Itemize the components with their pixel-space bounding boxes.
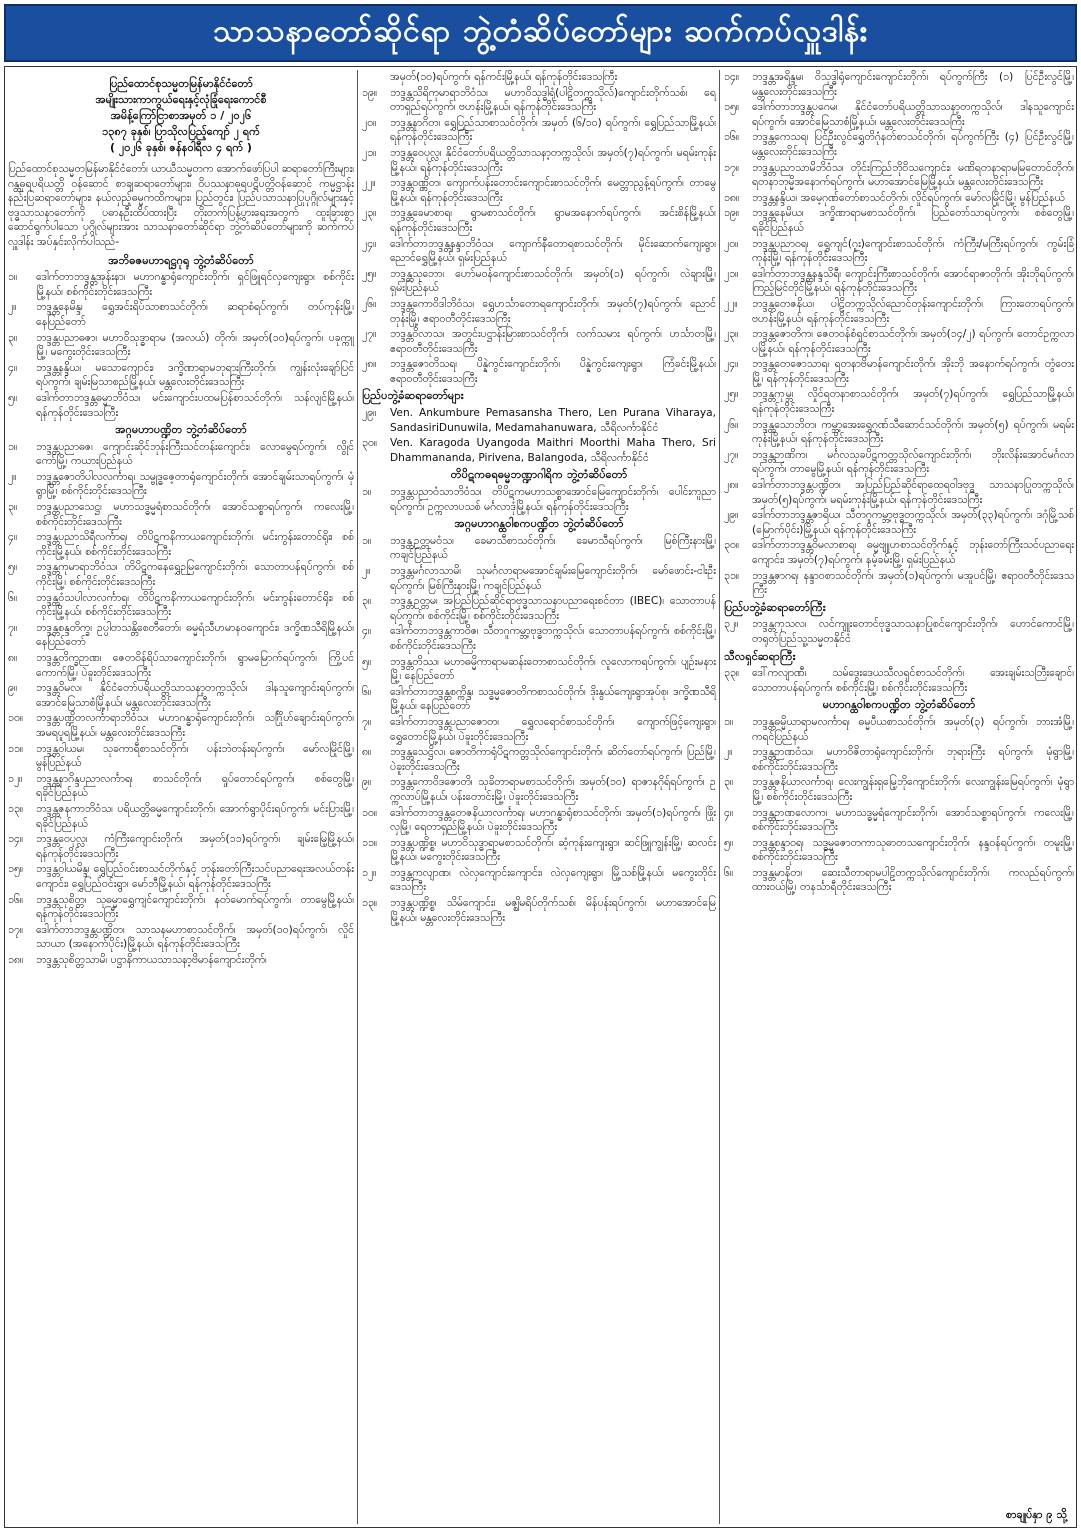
item-text: ဘဒ္ဒန္တပညာသိရီလင်္ကာရ၊ တိပိဋကနိကာယကျောင်းတိုက်၊ မင်းကွန်းတောင်ရိုး၊ စစ်ကိုင်းမြို့နယ်၊ စစ်ကိုင်းတိုင်းဒေသကြီး bbox=[36, 531, 354, 558]
list-item bbox=[724, 866, 1074, 895]
item-text: ဘဒ္ဒန္တဇာဂရ၊ နန္ဒာဝစာသင်တိုက်၊ အမှတ်(၁)ရပ်ကွက်၊ မအူပင်မြို့၊ ဧရာဝတီတိုင်းဒေသကြီး bbox=[752, 569, 1074, 597]
item-number: ၂။ bbox=[362, 565, 371, 577]
list-item bbox=[724, 237, 1074, 266]
list-item bbox=[362, 436, 716, 465]
list-item bbox=[8, 440, 354, 469]
item-number: ၂၆။ bbox=[724, 418, 739, 431]
list-item bbox=[8, 681, 354, 710]
list-item bbox=[362, 406, 716, 435]
item-number: ၁။ bbox=[362, 486, 372, 499]
list-item bbox=[724, 745, 1074, 774]
list-item bbox=[8, 621, 354, 650]
item-text: ဘဒ္ဒန္တခေမာစာရ၊ ရွာမစာသင်တိုက်၊ ရွာမအနောက်ရပ်ကွက်၊ အင်းစိန်မြို့နယ်၊ ရန်ကုန်တိုင်းဒေသကြီး bbox=[390, 207, 716, 234]
list-item bbox=[724, 267, 1074, 296]
item-number: ၂။ bbox=[8, 301, 17, 314]
item-number: ၁၇။ bbox=[8, 923, 24, 936]
item-number: ၃။ bbox=[362, 595, 372, 608]
item-number: ၁၇။ bbox=[724, 161, 740, 174]
item-number: ၁၈။ bbox=[724, 191, 740, 204]
entry-list bbox=[362, 534, 716, 925]
item-text: ဘဒ္ဒန္တနေမိန္ဒ၊ ရွှေအင်းရိပ်သာစာသင်တိုက်၊ ဆရာစံရပ်ကွက်၊ တပ်ကုန်းမြို့၊ နေပြည်တော် bbox=[36, 301, 354, 328]
item-number: ၇။ bbox=[362, 715, 372, 728]
item-text: ဘဒ္ဒန္တသိရိကုမာရာဘိဝံသ၊ မဟာဝိသုဒ္ဓါရုံ(ပါဠိတက္ကသိုလ်)ကျောင်းတိုက်သစ်၊ ရေတာရှည်ရပ်ကွက်၊ ဗဟန်းမြို့နယ်၊ ရန်ကုန်တိုင်းဒေသကြီး bbox=[390, 86, 716, 114]
item-text: ဘဒ္ဒန္တကုမာရာဘိဝံသ၊ တိပိဋကနေရွှေဉမြကျောင်းတိုက်၊ သောတာပန်ရပ်ကွက်၊ စစ်ကိုင်းမြို့၊ စစ်ကိုင်းတိုင်းဒေသကြီး bbox=[36, 561, 354, 589]
item-text: ဒေါက်တာဘဒ္ဒန္တပဏ္ဍိတ၊ သာသနမဟာစာသင်တိုက်၊ အမှတ်(၁၀)ရပ်ကွက်၊ လှိုင်သာယာ (အနောက်ပိုင်း)မြို့နယ်၊ ရန်ကုန်တိုင်းဒေသကြီး bbox=[36, 923, 354, 951]
item-number: ၁၃။ bbox=[8, 802, 24, 815]
item-text: ဘဒ္ဒန္တပဏ္ဍိစ္စ၊ မဟာဝိသုဒ္ဓာရာမစာသင်တိုက်၊ ဆံ့ကုန်းကျေးရွာ၊ ဆင်ဖြူကျွန်းမြို့၊ ဆလင်းမြို့နယ်၊ မကွေးတိုင်းဒေသကြီး bbox=[390, 836, 716, 864]
list-item bbox=[8, 331, 354, 360]
page-banner bbox=[4, 4, 1077, 62]
list-item bbox=[8, 862, 354, 891]
entry-list bbox=[362, 86, 716, 387]
list-item bbox=[362, 534, 716, 563]
item-number: ၁၃။ bbox=[362, 897, 378, 910]
item-text: ဘဒ္ဒန္တတေဇောသာရ၊ ရတနာဗိမာန်ကျောင်းတိုက်၊ အိုးဘို အနောက်ရပ်ကွက်၊ တွံတေးမြို့၊ ရန်ကုန်တိုင်းဒေသကြီး bbox=[752, 358, 1074, 385]
list-item bbox=[8, 591, 354, 620]
item-number: ၂၀။ bbox=[724, 237, 739, 250]
item-text: ဘဒ္ဒန္တအရိန္ဒမ၊ ဝိသုဒ္ဓါရုံကျောင်းကျောင်းတိုက်၊ ရပ်ကွက်ကြီး (၁) ပြင်ဦးလွင်မြို့၊ မန္တလေးတိုင်းဒေသကြီး bbox=[752, 71, 1074, 98]
item-number: ၂၉။ bbox=[724, 509, 739, 522]
list-item bbox=[362, 176, 716, 205]
section-heading: အဂ္ဂမဟာဂန္ထဝါစကပဏ္ဍိတ ဘွဲ့တံဆိပ်တော် bbox=[454, 517, 624, 531]
item-text: ဘဒ္ဒန္တစန္ဒတိက္ခ၊ ဥပ္ပါတသန္တိစေတီတော်၊ ဓမ္မရံသီဟမာနဝကျောင်း၊ ဒက္ခိဏသီရိမြို့နယ်၊ နေပြည်တော် bbox=[36, 621, 354, 649]
item-number: ၁၅။ bbox=[724, 101, 740, 114]
item-number: ၆။ bbox=[362, 685, 372, 698]
item-number: ၃၃။ bbox=[724, 667, 740, 680]
entry-list bbox=[362, 406, 716, 465]
item-text: ဘဒ္ဒန္တဝေပုလ္လ၊ ကံကြီးကျောင်းတိုက်၊ အမှတ်(၁၁)ရပ်ကွက်၊ ချမ်းမြေ့မြို့နယ်၊ ရန်ကုန်တိုင်းဒေသကြီး bbox=[36, 833, 354, 860]
item-number: ၂၃။ bbox=[724, 328, 739, 341]
item-number: ၄။ bbox=[362, 625, 372, 638]
banner-title: သာသနာတော်ဆိုင်ရာ ဘွဲ့တံဆိပ်တော်များ ဆက်ကပ်လှူဒါန်း bbox=[213, 13, 868, 49]
item-text: ဘဒ္ဒန္တဥတ္တမ၊ အပြည်ပြည်ဆိုင်ရာဗုဒ္ဓသာသနာပညာရေးစင်တာ (IBEC)၊ သောတာပန်ရပ်ကွက်၊ စစ်ကိုင်းမြို့၊ စစ်ကိုင်းတိုင်းဒေသကြီး bbox=[390, 595, 716, 622]
item-text: ဘဒ္ဒန္တနေမိယ၊ ဒက္ခိဏာရာမစာသင်တိုက်၊ ပြည်တော်သာရပ်ကွက်၊ စစ်တွေမြို့၊ ရခိုင်ပြည်နယ် bbox=[752, 207, 1074, 234]
list-item bbox=[724, 191, 1074, 206]
item-number: ၅။ bbox=[362, 655, 372, 668]
item-number: ၂၉။ bbox=[362, 407, 377, 420]
item-number: ၄။ bbox=[8, 361, 18, 374]
list-item bbox=[724, 666, 1074, 695]
item-text: ဘဒ္ဒန္တသုစိတ္တသာမိ၊ ပဋ္ဌာနိကာယသာသနာ့ဗိမာန်ကျောင်းတိုက်၊ bbox=[36, 953, 267, 966]
entry-list bbox=[724, 70, 1074, 598]
item-number: ၂၅။ bbox=[362, 267, 377, 280]
item-text: ဘဒ္ဒန္တတေဇနိယ၊ ပါဠိတက္ကသိုလ်ညောင်တုန်းကျောင်းတိုက်၊ ကြားတောရပ်ကွက်၊ ဗဟန်းမြို့နယ်၊ ရန်ကုန်တိုင်းဒေသကြီး bbox=[752, 297, 1074, 325]
item-number: ၁၉။ bbox=[724, 207, 740, 220]
item-number: ၃။ bbox=[8, 501, 18, 514]
list-item bbox=[362, 116, 716, 145]
item-number: ၂၇။ bbox=[362, 328, 377, 341]
section-heading: အဂ္ဂမဟာပဏ္ဍိတ ဘွဲ့တံဆိပ်တော် bbox=[115, 423, 247, 437]
list-item bbox=[362, 775, 716, 804]
item-text: ဘဒ္ဒန္တဝေပုလ္လ၊ နိုင်ငံတော်ပရိယတ္တိသာသနာ့တက္ကသိုလ်၊ အမှတ်(၇)ရပ်ကွက်၊ မရမ်းကုန်းမြို့နယ်၊ ရန်ကုန်တိုင်းဒေသကြီး bbox=[390, 146, 716, 174]
item-number: ၂၁။ bbox=[724, 267, 739, 280]
item-number: ၁၉။ bbox=[362, 86, 378, 99]
list-item bbox=[8, 391, 354, 420]
list-item bbox=[362, 806, 716, 835]
item-number: ၂၈။ bbox=[362, 358, 377, 371]
list-item bbox=[724, 448, 1074, 477]
item-text: ဘဒ္ဒန္တသောဘိတ၊ ကမ္ဘာ့အေးရွှေဂုဏ်သီဆောင်သင်တိုက်၊ အမှတ်(၅) ရပ်ကွက်၊ မရမ်းကုန်းမြို့နယ်၊ ရန်ကုန်တိုင်းဒေသကြီး bbox=[752, 418, 1074, 446]
list-item bbox=[724, 569, 1074, 598]
item-text: ဘဒ္ဒန္တဓမ္မိယာရာမလင်္ကာရ၊ ဓမ္မပီယစာသင်တိုက်၊ အမှတ်(၃) ရပ်ကွက်၊ ဘားအံမြို့၊ ကရင်ပြည်နယ် bbox=[752, 715, 1074, 743]
list-item bbox=[724, 775, 1074, 804]
item-text: ဘဒ္ဒန္တဝိလာသ၊ အတွင်းပဋ္ဌာန်းမြားစာသင်တိုက်၊ လက်သမား ရပ်ကွက်၊ ဟင်္သာတမြို့၊ ဧရာဝတီတိုင်းဒေသကြီး bbox=[390, 328, 716, 355]
item-number: ၄။ bbox=[724, 806, 734, 819]
list-item bbox=[8, 300, 354, 329]
intro-paragraph: ပြည်ထောင်စုသမ္မတမြန်မာနိုင်ငံတော်၊ ယာယီသမ္မတက အောက်ဖော်ပြပါ ဆရာတော်ကြီးများ၊ ဂန္ထဓုရပရိယတ္တိ ဝန်ဆောင် စာချဆရာတော်များ၊ ဝိပဿနာဓုရပဋိပတ္တိဝန်ဆောင် ကမ္မဋ္ဌာန်း နည်းပြဆရာတော်များ၊ နယ်လှည့်ဓမ္မကထိကများ၊ ပြည်တွင်း၊ ပြည်ပသာသနာပြုပုဂ္ဂိုလ်များနှင့်ဗုဒ္ဓသာသနာတော်ကို ပဓာနဦးထိပ်ထားပြီး တိုးတက်ပြန့်ပွားရေးအတွက် ထူးခြားစွာ ဆောင်ရွက်ပါသော ပုဂ္ဂိုလ်များအား သာသနာတော်ဆိုင်ရာ ဘွဲ့တံဆိပ်တော်များကို ဆက်ကပ်လှူဒါန်း အပ်နှင်းလိုက်ပါသည်- bbox=[8, 163, 354, 248]
item-text: ဒေါက်တာဘဒ္ဒန္တဓမ္မာဘိဝံသ၊ မင်းကျောင်းပထမပြန်စာသင်တိုက်၊ သန်လျင်မြို့နယ်၊ ရန်ကုန်တိုင်းဒေသကြီး bbox=[36, 391, 354, 419]
list-item bbox=[8, 832, 354, 861]
item-number: ၂၃။ bbox=[362, 207, 377, 220]
item-number: ၂၀။ bbox=[362, 116, 377, 129]
item-number: ၂၈။ bbox=[724, 479, 739, 492]
item-number: ၄။ bbox=[8, 531, 18, 544]
header-line: ၁၃၈၇ ခုနှစ်၊ ပြာသိုလပြည့်ကျော် ၂ ရက် bbox=[102, 125, 260, 138]
list-item bbox=[362, 86, 716, 115]
item-text: ဘဒ္ဒန္တဇောတိပါလလင်္ကာရ၊ သမ္ဗုဒ္ဓဇေ့တာရုံကျောင်းတိုက်၊ အောင်ချမ်းသာရပ်ကွက်၊ မုံရွာမြို့၊ စစ်ကိုင်းတိုင်းဒေသကြီး bbox=[36, 470, 354, 498]
item-number: ၁၆။ bbox=[8, 893, 24, 906]
item-number: ၆။ bbox=[724, 866, 734, 879]
list-item bbox=[724, 508, 1074, 537]
header-line: အမျိုးသားကာကွယ်ရေးနှင့်လုံခြုံရေးကောင်စီ bbox=[95, 93, 267, 106]
item-number: ၁။ bbox=[362, 534, 372, 547]
item-text: ဘဒ္ဒန္တတိဿ၊ မဟာဓမ္မိကာရာမဆန်းတောစာသင်တိုက်၊ လူလောကရပ်ကွက်၊ ပျဉ်းမနားမြို့၊ နေပြည်တော် bbox=[390, 655, 716, 683]
item-text: ဘဒ္ဒန္တစန္ဒာဝရ၊ သဒ္ဓမ္မဇောတကာသုဓာဝာသကျောင်းတိုက်၊ နန္ဒဝန်ရပ်ကွက်၊ တမူးမြို့၊ စစ်ကိုင်းတိုင်းဒေသကြီး bbox=[752, 836, 1074, 864]
list-item bbox=[8, 361, 354, 390]
entry-list bbox=[8, 270, 354, 420]
list-item bbox=[8, 893, 354, 922]
item-text: ဘဒ္ဒန္တမင်္ဂလာသာမိ၊ သုမင်္ဂလာရာမအောင်ချမ်းမြေကျောင်းတိုက်၊ မော်ဖောင်း-ငါးဦးရပ်ကွက်၊ မြစ်ကြီးနားမြို့၊ ကချင်ပြည်နယ် bbox=[390, 565, 716, 592]
item-text: ဘဒ္ဒန္တကုသလ၊ လင်ကျူးတောင်ဗုဒ္ဓသာသနာပြုစင်ကျောင်းတိုက်၊ ဟောင်ကောင်မြို့၊ တရုတ်ပြည်သူ့သမ္မတနိုင်ငံ bbox=[752, 618, 1074, 645]
item-text: ဘဒ္ဒန္တကေသရ၊ ပြင်ဦးလွင်ရွှေတိဂုံနတ်စာသင်တိုက်၊ ရပ်ကွက်ကြီး (၄) ပြင်ဦးလွင်မြို့၊ မန္တလေးတိုင်းဒေသကြီး bbox=[752, 131, 1074, 158]
list-item bbox=[362, 685, 716, 714]
item-text: Ven. Karagoda Uyangoda Maithri Moorthi Maha Thero, Sri Dhammananda, Pirivena, Balangoda, သီရိလင်္ကာနိုင်ငံ bbox=[390, 437, 716, 464]
list-item bbox=[724, 70, 1074, 99]
section-heading: ပြည်ပဘွဲ့ခံဆရာတော်ကြီး bbox=[724, 600, 826, 614]
item-text: ဘဒ္ဒန္တပညာသေဋ္ဌ၊ မဟာသဒ္ဓမ္မရံစာသင်တိုက်၊ အောင်သစ္စာရပ်ကွက်၊ ကလေးမြို့၊ စစ်ကိုင်းတိုင်းဒေသကြီး bbox=[36, 501, 354, 528]
item-number: ၂၆။ bbox=[362, 297, 377, 310]
item-text: ဘဒ္ဒန္တဉာဏလောက၊ မဟာသဒ္ဓမ္မရံကျောင်းတိုက်၊ အောင်သစ္စာရပ်ကွက်၊ ကလေးမြို့၊ စစ်ကိုင်းတိုင်းဒေသကြီး bbox=[752, 806, 1074, 834]
item-number: ၅။ bbox=[8, 561, 18, 574]
item-number: ၂။ bbox=[8, 470, 17, 483]
list-item bbox=[8, 953, 354, 968]
item-number: ၉။ bbox=[8, 682, 18, 695]
list-item bbox=[724, 538, 1074, 567]
item-text: ဘဒ္ဒန္တနာဂိန္ဒပညာလင်္ကာရ၊ စာသင်တိုက်၊ ရှုပ်တောင်ရပ်ကွက်၊ စစ်တွေမြို့၊ ရခိုင်ပြည်နယ် bbox=[36, 772, 354, 800]
item-number: ၁၀။ bbox=[362, 806, 378, 819]
column-divider bbox=[719, 70, 720, 1524]
item-number: ၅။ bbox=[8, 391, 18, 404]
item-text: ဘဒ္ဒန္တပဏ္ဍိတလင်္ကာရာဘိဝံသ၊ မဟာဂန္ဓာရုံကျောင်းတိုက်၊ သင်္ဂြိုဟ်ချောင်းရပ်ကွက်၊ အမရပူရမြို့နယ်၊ မန္တလေးတိုင်းဒေသကြီး bbox=[36, 712, 354, 739]
item-text: ဘဒ္ဒန္တဥတ္တမဝံသ၊ ခေမာသီစာသင်တိုက်၊ ခေမာသီရပ်ကွက်၊ မြစ်ကြီးနားမြို့၊ ကချင်ပြည်နယ် bbox=[390, 534, 716, 562]
item-text: ဘဒ္ဒန္တဇနိယာလင်္ကာရ၊ လေးကျွန်းရှမြေ့ဘိုကျောင်းတိုက်၊ လေးကျွန်းမြေရပ်ကွက်၊ မုံရွာမြို့၊ စစ်ကိုင်းတိုင်းဒေသကြီး bbox=[752, 776, 1074, 803]
item-text: ဘဒ္ဒန္တကလျာဏ၊ လဲလှကျောင်းကျောင်း၊ လဲလှကျေးရွာ၊ မြို့သစ်မြို့နယ်၊ မကွေးတိုင်းဒေသကြီး bbox=[390, 866, 716, 894]
entry-list bbox=[724, 617, 1074, 646]
item-number: ၉။ bbox=[362, 776, 372, 789]
item-number: ၁၄။ bbox=[724, 71, 740, 83]
item-text: ဘဒ္ဒန္တနာဂိတ၊ ရွှေပြည်သာစာသင်တိုက်၊ အမှတ် (၆/၁၀) ရပ်ကွက်၊ ရွှေပြည်သာမြို့နယ်၊ ရန်ကုန်တိုင်းဒေသကြီး bbox=[390, 116, 716, 144]
item-number: ၂၂။ bbox=[724, 297, 738, 310]
item-text: Ven. Ankumbure Pemasansha Thero, Len Purana Viharaya, SandasiriDunuwila, Medamahanuwara, သီရိလင်္ကာနိုင်ငံ bbox=[390, 407, 716, 434]
list-item bbox=[362, 564, 716, 593]
item-number: ၂၄။ bbox=[362, 237, 377, 250]
item-text: ဘဒ္ဒန္တနန္ဒိယ၊ အမေ့ဂုဏ်တော်စာသင်တိုက်၊ လှိုင်ရပ်ကွက်၊ မော်လမြိုင်မြို့၊ မွန်ပြည်နယ် bbox=[752, 191, 1065, 204]
list-item bbox=[724, 130, 1074, 159]
column-1 bbox=[8, 70, 354, 1520]
item-number: ၁။ bbox=[724, 715, 734, 728]
item-text: ဒေါက်တာဘဒ္ဒန္တစက္ကိန္ဒ၊ သဒ္ဓမ္မဇောတိကစာသင်တိုက်၊ ဒိုးနွယ်ကျေးရွာအုပ်စု၊ ဒက္ခိဏသီရိမြို့နယ်၊ နေပြည်တော် bbox=[390, 685, 716, 713]
item-text: ဒေါ်ကလျာဏီ၊ သမ်ဒွေးဒေယသီလရှင်စာသင်တိုက်၊ အေးချမ်းသဘြီးချောင်၊ သောတာပန်ရပ်ကွက်၊ စစ်ကိုင်းမြို့၊ စစ်ကိုင်းတိုင်းဒေသကြီး bbox=[752, 667, 1074, 694]
list-item bbox=[724, 100, 1074, 129]
column-2 bbox=[362, 70, 716, 1520]
item-number: ၂။ bbox=[724, 746, 733, 759]
list-item bbox=[724, 206, 1074, 235]
list-item bbox=[362, 655, 716, 684]
item-text: ဘဒ္ဒန္တကောဝိဒါဘိဝံသ၊ ရွှေဟင်္သာတောရကျောင်းတိုက်၊ အမှတ်(၇)ရပ်ကွက်၊ ညောင်တုန်းမြို့၊ ဧရာဝတီတိုင်းဒေသကြီး bbox=[390, 297, 716, 325]
entry-list bbox=[724, 715, 1074, 895]
item-text: ဒေါက်တာဘဒ္ဒန္တတေဇနိယာလင်္ကာရ၊ မဟာဂန္ဓာရုံစာသင်တိုက်၊ အမှတ်(၁)ရပ်ကွက်၊ ဖြိုးလှမြို့၊ ရေတာရှည်မြို့နယ်၊ ပဲခူးတိုင်းဒေသကြီး bbox=[390, 806, 716, 834]
list-item bbox=[362, 866, 716, 895]
list-item bbox=[8, 651, 354, 680]
item-text: ဘဒ္ဒန္တကုမ္ဘ၊ လှိုင်ရတနာစာသင်တိုက်၊ အမှတ်(၇)ရပ်ကွက်၊ ရွှေပြည်သာမြို့နယ်၊ ရန်ကုန်တိုင်းဒေသကြီး bbox=[752, 388, 1074, 416]
list-item bbox=[362, 836, 716, 865]
item-text: ဘဒ္ဒန္တသုစိတ္တ၊ သုဓမ္မာရွှေကျင်ကျောင်းတိုက်၊ နတ်မောက်ရပ်ကွက်၊ တာမွေမြို့နယ်၊ ရန်ကုန်တိုင်းဒေသကြီး bbox=[36, 893, 354, 921]
item-text: ဒေါက်တာဘဒ္ဒန္တပဂေမ၊ နိုင်ငံတော်ပရိယတ္တိသာသနာ့တက္ကသိုလ်၊ ဒါနသူကျောင်းရပ်ကွက်၊ အောင်မြေသာစံမြို့နယ်၊ မန္တလေးတိုင်းဒေသကြီး bbox=[752, 101, 1074, 128]
list-item bbox=[724, 617, 1074, 646]
item-number: ၂၄။ bbox=[724, 358, 739, 371]
item-text: ဘဒ္ဒန္တမာနိတ၊ ဆေးသီတာရာမပါဠိတက္ကသိုလ်ကျောင်းတိုက်၊ ကလည်ရပ်ကွက်၊ ထားဝယ်မြို့၊ တနင်္သာရီတိုင်းဒေသကြီး bbox=[752, 866, 1074, 894]
header-line: ( ၂၀၂၆ ခုနှစ်၊ ဇန်နဝါရီလ ၄ ရက် ) bbox=[110, 141, 252, 154]
item-number: ၃။ bbox=[724, 776, 734, 789]
list-item bbox=[362, 237, 716, 266]
list-item bbox=[362, 206, 716, 235]
item-text: ဘဒ္ဒန္တဇောတိက၊ ဇေတဝန်စံရှင်စာသင်တိုက်၊ အမှတ်(၁၄/၂) ရပ်ကွက်၊ တောင်ဥက္ကလာပမြို့နယ်၊ ရန်ကုန်တိုင်းဒေသကြီး bbox=[752, 328, 1074, 355]
item-number: ၃၀။ bbox=[724, 539, 740, 552]
column-divider bbox=[357, 70, 358, 1524]
item-text: ဘဒ္ဒန္တပညာသာမိဘိဝံသ၊ တိုင်းကြည်ဘိုဝိသကျောင်း၊ မဏိရတနာရာမမြတောင်တိုက်၊ ရတနာဘုမ္မိအနောက်ရပ်ကွက်၊ မဟာအောင်မြေမြို့နယ်၊ မန္တလေးတိုင်းဒေသကြီး bbox=[752, 161, 1074, 189]
item-number: ၁၅။ bbox=[8, 863, 24, 876]
list-item bbox=[724, 297, 1074, 326]
list-item bbox=[362, 357, 716, 386]
item-text: ဘဒ္ဒန္တဉာဏဝံသ၊ မဟာဝိဇိတာရုံကျောင်းတိုက်၊ ဘုရားကြီး ရပ်ကွက်၊ မုံရွာမြို့၊ စစ်ကိုင်းတိုင်းဒေသကြီး bbox=[752, 746, 1074, 773]
item-number: ၁၁။ bbox=[362, 836, 378, 849]
item-text: ဘဒ္ဒန္တဝိမလ၊ နိုင်ငံတော်ပရိယတ္တိသာသနာ့တက္ကသိုလ်၊ ဒါနသူကျောင်းရပ်ကွက်၊ အောင်မြေသာစံမြို့နယ်၊ မန္တလေးတိုင်းဒေသကြီး bbox=[36, 682, 354, 709]
list-item bbox=[362, 297, 716, 326]
item-text: ဘဒ္ဒန္တဝါယမိန္ဒ၊ ရွှေပြည်ဝင်းစာသင်တိုက်နှင့် ဘုန်းတော်ကြီးသင်ပညာရေးအလယ်တန်းကျောင်း၊ ရွှေပြည်ဝင်းရွာ၊ မော်ဘီမြို့နယ်၊ ရန်ကုန်တိုင်းဒေသကြီး bbox=[36, 863, 354, 890]
list-item bbox=[362, 715, 716, 744]
item-number: ၇။ bbox=[8, 621, 18, 634]
continued-entry: အမှတ်(၁၀)ရပ်ကွက်၊ ရန်ကင်းမြို့နယ်၊ ရန်ကုန်တိုင်းဒေသကြီး bbox=[390, 71, 618, 83]
item-number: ၁၆။ bbox=[724, 131, 740, 144]
list-item bbox=[724, 715, 1074, 744]
list-item bbox=[724, 357, 1074, 386]
item-text: ဘဒ္ဒန္တပဏ္ဍိစ္စ၊ သိမ်ကျောင်း၊ မဇ္ဈိမရိပ်တိုက်သစ်၊ မိန်ပန်းရပ်ကွက်၊ မဟာအောင်မြေမြို့နယ်၊ မန္တလေးတိုင်းဒေသကြီး bbox=[390, 897, 716, 924]
section-heading: အဘိဓဇမဟာရဋ္ဌဂုရု ဘွဲ့တံဆိပ်တော် bbox=[108, 253, 254, 267]
item-text: ဒေါက်တာဘဒ္ဒန္တအုန်းနာ၊ မဟာဂန္ဓာရုံကျောင်းတိုက်၊ ရှင်ဖြူရင်လှကျေးရွာ၊ စစ်ကိုင်းမြို့နယ်၊ စစ်ကိုင်းတိုင်းဒေသကြီး bbox=[36, 271, 354, 298]
list-item bbox=[362, 327, 716, 356]
item-text: ဒေါက်တာဘဒ္ဒန္တဇာရိယ၊ သီတဂူကမ္ဘာ့ဗုဒ္ဓတက္ကသိုလ်၊ အမှတ်(၃၃)ရပ်ကွက်၊ ဒဂုံမြို့သစ် (မြောက်ပိုင်း)မြို့နယ်၊ ရန်ကုန်တိုင်းဒေသကြီး bbox=[752, 509, 1074, 536]
list-item bbox=[362, 485, 716, 514]
item-number: ၁၈။ bbox=[8, 953, 24, 966]
header-line: ပြည်ထောင်စုသမ္မတမြန်မာနိုင်ငံတော် bbox=[109, 77, 253, 90]
item-text: ဘဒ္ဒန္တဇောတိသရ၊ ပိန္နဲကွင်းကျောင်းတိုက်၊ ပိန္နဲကွင်းကျေးရွာ၊ ကြံခင်းမြို့နယ်၊ ဧရာဝတီတိုင်းဒေသကြီး bbox=[390, 358, 716, 385]
item-number: ၃၀။ bbox=[362, 437, 378, 450]
list-item bbox=[724, 478, 1074, 507]
list-item bbox=[8, 560, 354, 589]
list-item bbox=[8, 742, 354, 771]
item-number: ၂၅။ bbox=[724, 388, 739, 401]
list-item bbox=[362, 267, 716, 296]
item-text: ဘဒ္ဒန္တနန္ဒိယ၊ မသောကျောင်း၊ ဒက္ခိဏာရာမဘုရားကြီးတိုက်၊ ကျွန်းလုံးချော်ပြင်ရပ်ကွက်၊ ချမ်းမြသာစည်မြို့နယ်၊ မန္တလေးတိုင်းဒေသကြီး bbox=[36, 361, 354, 389]
item-text: ဘဒ္ဒန္တသုဘော၊ ဟော်မဝန်ကျောင်းစာသင်တိုက်၊ အမှတ်(၁) ရပ်ကွက်၊ လဲချားမြို့၊ ရှမ်းပြည်နယ် bbox=[390, 267, 716, 295]
item-number: ၁။ bbox=[8, 440, 18, 453]
item-text: ဒေါက်တာဘဒ္ဒန္တပညာဇောတ၊ ရွှေလရောင်စာသင်တိုက်၊ ကျောက်ဖြင့်ကျေးရွာ၊ ရွှေတောင်မြို့နယ်၊ ပဲခူးတိုင်းဒေသကြီး bbox=[390, 715, 716, 743]
list-item bbox=[362, 594, 716, 623]
column-3 bbox=[724, 70, 1074, 1520]
continued-on-note: စာချုပ်နှာ ၉ သို့ bbox=[1005, 1508, 1067, 1521]
item-text: ဒေါက်တာဘဒ္ဒန္တကာဝိဇ၊ သီတဂူကမ္ဘာ့ဗုဒ္ဓတက္ကသိုလ်၊ သောတာပန်ရပ်ကွက်၊ စစ်ကိုင်းမြို့၊ စစ်ကိုင်းတိုင်းဒေသကြီး bbox=[390, 625, 716, 652]
list-item bbox=[8, 530, 354, 559]
item-text: ဘဒ္ဒန္တဝဏ္ဏိတ၊ ကျောက်ပန်းတောင်းကျောင်းစာသင်တိုက်၊ မေတ္တာညွန့်ရပ်ကွက်၊ တာမွေမြို့နယ်၊ ရန်ကုန်တိုင်းဒေသကြီး bbox=[390, 177, 716, 204]
item-text: ဘဒ္ဒန္တဇနကာဘိဝံသ၊ ပရိယတ္တိဓမ္မကျောင်းတိုက်၊ အောက်ရွာပိုင်းရပ်ကွက်၊ မင်းပြားမြို့၊ ရခိုင်ပြည်နယ် bbox=[36, 802, 354, 830]
item-text: ဘဒ္ဒန္တကောဝိဒဇောတိ၊ သုခိတာရာမစာသင်တိုက်၊ အမှတ်(၁၀) ရာဇာနဂိုရ်ရပ်ကွက်၊ ဥက္ကလာပ်မြို့နယ်၊ ပန်းတောင်းမြို့၊ ပဲခူးတိုင်းဒေသကြီး bbox=[390, 776, 716, 803]
list-item bbox=[8, 923, 354, 952]
item-number: ၃၂။ bbox=[724, 618, 739, 631]
item-number: ၁၁။ bbox=[8, 742, 24, 755]
entry-list bbox=[8, 440, 354, 968]
item-text: ဘဒ္ဒန္တပညာဓဇ၊ ကျောင်းဆိုင်ဘုန်းကြီးသင်တန်းကျောင်း၊ လောမွေရပ်ကွက်၊ လွိုင်ကော်မြို့၊ ကယားပြည်နယ် bbox=[36, 440, 354, 468]
list-item bbox=[362, 624, 716, 653]
item-number: ၈။ bbox=[362, 746, 372, 759]
item-number: ၁၀။ bbox=[8, 712, 24, 725]
item-number: ၂၂။ bbox=[362, 177, 376, 190]
item-text: ဘဒ္ဒန္တဝံသပါလာလင်္ကာရ၊ တိပိဋကနိကာယကျောင်းတိုက်၊ မင်းကွန်းတောင်ရိုး၊ စစ်ကိုင်းမြို့နယ်၊ စစ်ကိုင်းတိုင်းဒေသကြီး bbox=[36, 591, 354, 619]
item-text: ဒေါက်တာဘဒ္ဒန္တဝိမလာစာရ၊ ဓမ္မဗျူဟစာသင်တိုက်နှင့် ဘုန်းတော်ကြီးသင်ပညာရေးကျောင်း၊ အမှတ်(၇)ရပ်ကွက်၊ နမ့်ခမ်းမြို့၊ ရှမ်းပြည်နယ် bbox=[752, 539, 1074, 566]
list-item bbox=[724, 806, 1074, 835]
entry-list bbox=[724, 666, 1074, 695]
item-text: ဒေါက်တာဘဒ္ဒန္တနန္ဒာဘိဝံသ၊ ကျောက်နီတောရစာသင်တိုက်၊ မိုင်းဆောက်ကျေးရွာ၊ ညောင်ရွှေမြို့နယ်၊ ရှမ်းပြည်နယ် bbox=[390, 237, 716, 265]
item-number: ၃၁။ bbox=[724, 569, 740, 582]
item-text: ဘဒ္ဒန္တပညာဝရ၊ ရွှေကျင်(ဂူး)ကျောင်းစာသင်တိုက်၊ ကံကြီး/မကြီးရပ်ကွက်၊ ကွမ်းခြံကုန်းမြို့၊ ရန်ကုန်တိုင်းဒေသကြီး bbox=[752, 237, 1074, 265]
item-text: ဘဒ္ဒန္တပညာဓဇာ၊ မဟာဝိသုဒ္ဓာရာမ (အလယ်) တိုက်၊ အမှတ်(၁၀)ရပ်ကွက်၊ ပခုက္ကူမြို့၊ မကွေးတိုင်းဒေသကြီး bbox=[36, 331, 354, 359]
list-item bbox=[724, 418, 1074, 447]
list-item bbox=[724, 327, 1074, 356]
item-number: ၁၂။ bbox=[8, 772, 23, 785]
entry-list bbox=[362, 485, 716, 514]
list-item bbox=[8, 270, 354, 299]
item-number: ၁၂။ bbox=[362, 866, 377, 879]
item-text: ဘဒ္ဒန္တဝါယမ၊ သုခကာရီစာသင်တိုက်၊ ပန်းဘဲတန်းရပ်ကွက်၊ မော်လမြိုင်မြို့၊ မွန်ပြည်နယ် bbox=[36, 742, 354, 770]
list-item bbox=[8, 772, 354, 801]
section-heading: တိပိဋကဓရဓမ္မဘဏ္ဍာဂါရိက ဘွဲ့တံဆိပ်တော် bbox=[450, 468, 628, 482]
item-number: ၁၄။ bbox=[8, 833, 24, 846]
item-number: ၁။ bbox=[8, 271, 18, 284]
item-number: ၆။ bbox=[8, 591, 18, 604]
item-number: ၃။ bbox=[8, 331, 18, 344]
list-item bbox=[362, 745, 716, 774]
list-item bbox=[8, 802, 354, 831]
list-item bbox=[362, 146, 716, 175]
item-text: ဘဒ္ဒန္တဉာဏိက၊ မင်္ဂလသုခပိဋကတ္တသိုလ်ကျောင်းတိုက်၊ ဘိုးလိန်းအောင်မင်္ဂလာရပ်ကွက်၊ တာမွေမြို့နယ်၊ ရန်ကုန်တိုင်းဒေသကြီး bbox=[752, 448, 1074, 476]
item-number: ၂၇။ bbox=[724, 448, 739, 461]
item-number: ၂၁။ bbox=[362, 146, 377, 159]
section-heading: သီလရှင်ဆရာကြီး bbox=[724, 649, 796, 663]
order-header bbox=[8, 76, 354, 156]
item-text: ဘဒ္ဒန္တသေဋ္ဌိလ၊ ဇောတိကာရုံပိဋကတ္တသိုလ်ကျောင်းတိုက်၊ ဆိတ်တော်ရပ်ကွက်၊ ပြည်မြို့၊ ပဲခူးတိုင်းဒေသကြီး bbox=[390, 746, 716, 773]
list-item bbox=[362, 896, 716, 925]
item-text: ဒေါက်တာဘဒ္ဒန္တပဏ္ဍိတ၊ အပြည်ပြည်ဆိုင်ရာထေရဝါဒဗုဒ္ဓ သာသနာပြုတက္ကသိုလ်၊ အမှတ်(၅)ရပ်ကွက်၊ မရမ်းကုန်းမြို့နယ်၊ ရန်ကုန်တိုင်းဒေသကြီး bbox=[752, 479, 1074, 506]
list-item bbox=[8, 470, 354, 499]
item-number: ၅။ bbox=[724, 836, 734, 849]
item-text: ဘဒ္ဒန္တတိက္ခဉာဏ၊ ဇေတဝိန်ရိပ်သာကျောင်းတိုက်၊ ရွာမမြောက်ရပ်ကွက်၊ ကြို့ပင်ကောက်မြို့၊ ပဲခူးတိုင်းဒေသကြီး bbox=[36, 652, 354, 679]
list-item bbox=[8, 711, 354, 740]
list-item bbox=[8, 500, 354, 529]
item-text: ဒေါက်တာဘဒ္ဒန္တနန္ဒသိရီ၊ ကျောင်းကြီးစာသင်တိုက်၊ အောင်ရာဇာတိုက်၊ အိုးဘိုရပ်ကွက်၊ ကြည့်မြင်တိုင်မြို့နယ်၊ ရန်ကုန်တိုင်းဒေသကြီး bbox=[752, 267, 1074, 295]
section-heading: မဟာဂန္ထဝါစကပဏ္ဍိတ ဘွဲ့တံဆိပ်တော် bbox=[822, 698, 976, 712]
list-item bbox=[724, 836, 1074, 865]
list-item bbox=[724, 387, 1074, 416]
section-heading: ပြည်ပဘွဲ့ခံဆရာတော်များ bbox=[362, 389, 464, 403]
item-text: ဘဒ္ဒန္တပညာဝံသာဘိဝံသ၊ တိပိဋကမဟာသစ္စာအောင်မြေကျောင်းတိုက်၊ ပေါင်းကူညာရပ်ကွက်၊ ဥက္ကလာပသစ် မင်္ဂလာဒုံမြို့နယ်၊ ရန်ကုန်တိုင်းဒေသကြီး bbox=[390, 486, 716, 513]
list-item bbox=[724, 161, 1074, 190]
item-number: ၈။ bbox=[8, 652, 18, 664]
header-line: အမိန့်ကြော်ငြာစာအမှတ် ၁ / ၂၀၂၆ bbox=[110, 109, 252, 122]
